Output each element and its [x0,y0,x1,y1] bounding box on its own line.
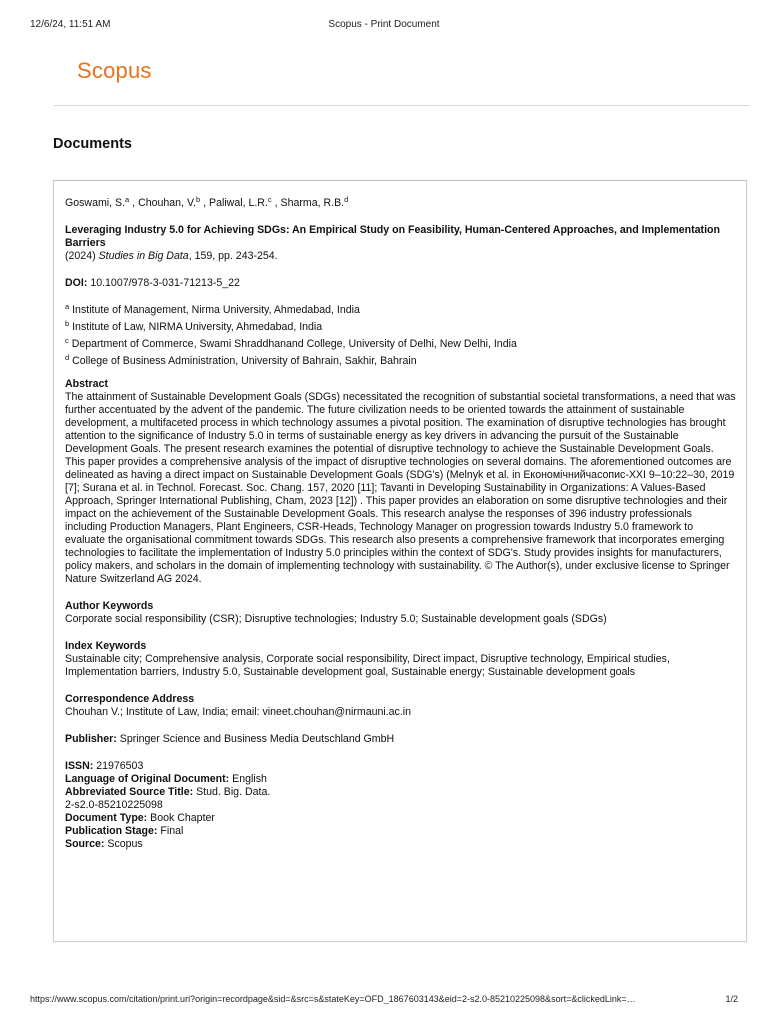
source-db-label: Source: [65,838,105,850]
print-footer [30,994,738,1008]
publisher-row [65,733,736,746]
metadata-fields [65,760,736,851]
source-details: , 159, pp. 243-254. [188,250,278,262]
author-affil-mark: b [196,195,201,204]
affiliation-list [65,304,736,368]
abbrev-source-value: Stud. Big. Data. [193,786,271,798]
abstract-text: The attainment of Sustainable Development Goals (SDGs) necessitated the recognition of substantial societal transformations, a need that was further accentuated by the advent of the pandemic. The future civilization needs to be oriented towards the attainment of sustainable development, a multifaceted process in which technology assumes a pivotal position. The examination of disruptive technologies has brought attention to the significance of Industry 5.0 in terms of sustainable energy as key drivers in advancing the pursuit of the Sustainable Development Goals. The present research examines the potential of disruptive technology to achieve the Sustainable Development Goals. This paper provides a comprehensive analysis of the impact of disruptive technologies on several domains. The aforementioned outcomes are delineated as having a direct impact on Sustainable Development Goals (SDG's) (Melnyk et al. in Економічнийчасопис-XXI 9–10:22–30, 2019 [7]; Surana et al. in Technol. Forecast. Soc. Chang. 157, 2020 [11]; Tavanti in Developing Sustainability in Organizations: A Values-Based Approach, Springer International Publishing, Cham, 2023 [12]) . This paper provides an elaboration on some disruptive technologies and their impact on the achievement of the Sustainable Development Goals. This research analyse the responses of 396 industry professionals including Production Managers, Plant Engineers, CSR-Heads, Technology Manager on progression towards Industry 5.0 framework to evaluate the organisational commitment towards SDGs. This research also presents a comprehensive framework that incorporates emerging technologies to facilitate the implementation of Industry 5.0 principles within the context of SDG's. Study provides insights for manufacturers, policy makers, and scholars in the domain of implementing technology with sustainability. © The Author(s), under exclusive license to Springer Nature Switzerland AG 2024. [65,391,736,585]
correspondence-heading: Correspondence Address [65,693,195,705]
author-keywords-text: Corporate social responsibility (CSR); Disruptive technologies; Industry 5.0; Sustainable development goals (SDGs) [65,613,607,625]
affiliation-item [65,321,736,334]
affil-mark: d [65,353,70,362]
author-affil-mark: a [125,195,130,204]
author-affil-mark: d [344,195,349,204]
publisher-value: Springer Science and Business Media Deutschland GmbH [116,733,395,745]
language-label: Language of Original Document: [65,773,230,785]
print-header [30,19,738,33]
author-separator: , [129,197,139,209]
doc-type-value: Book Chapter [147,812,215,824]
affil-text: Institute of Management, Nirma University, Ahmedabad, India [69,304,360,316]
document-record [53,180,747,942]
source-citation [65,250,736,263]
author-affil-mark: c [267,195,272,204]
abbrev-source-row [65,786,736,799]
pub-stage-value: Final [157,825,184,837]
author-name[interactable]: Paliwal, L.R. [209,197,268,209]
pub-stage-row [65,825,736,838]
abstract-heading: Abstract [65,378,108,390]
affil-mark: c [65,336,69,345]
source-db-value: Scopus [104,838,143,850]
author-name[interactable]: Goswami, S. [65,197,126,209]
doi-label: DOI: [65,277,88,289]
author-separator: , [200,197,210,209]
source-journal[interactable]: Studies in Big Data [98,250,189,262]
doi-row [65,277,736,290]
language-value: English [229,773,267,785]
affil-mark: b [65,319,70,328]
header-divider [54,105,750,106]
source-year: (2024) [65,250,96,262]
affil-mark: a [65,302,70,311]
affil-text: College of Business Administration, University of Bahrain, Sakhir, Bahrain [69,355,417,367]
pub-stage-label: Publication Stage: [65,825,158,837]
issn-value: 21976503 [93,760,144,772]
print-url: https://www.scopus.com/citation/print.uri?origin=recordpage&sid=&src=s&stateKey=OFD_1867603143&eid=2-s2.0-85210225098&sort=&clickedLink=… [30,994,636,1004]
eid-row: 2-s2.0-85210225098 [65,799,163,811]
affiliation-item [65,355,736,368]
author-keywords-section [65,600,736,626]
index-keywords-section [65,640,736,679]
affiliation-item [65,338,736,351]
scopus-logo[interactable]: Scopus [77,58,152,83]
index-keywords-heading: Index Keywords [65,640,147,652]
author-list [65,197,736,210]
doc-type-row [65,812,736,825]
print-title: Scopus - Print Document [328,19,440,30]
doc-type-label: Document Type: [65,812,148,824]
affil-text: Institute of Law, NIRMA University, Ahmedabad, India [69,321,323,333]
abbrev-source-label: Abbreviated Source Title: [65,786,194,798]
index-keywords-text: Sustainable city; Comprehensive analysis, Corporate social responsibility, Direct impact, Disruptive technology, Empirical studies, Implementation barriers, Industry 5.0, Sustainable development goal, Sustainable energy; Sustainable development goals [65,653,670,678]
page-title: Documents [53,136,132,152]
print-datetime: 12/6/24, 11:51 AM [30,19,111,30]
doi-value[interactable]: 10.1007/978-3-031-71213-5_22 [87,277,240,289]
correspondence-section [65,693,736,719]
affil-text: Department of Commerce, Swami Shraddhanand College, University of Delhi, New Delhi, India [68,338,517,350]
document-title: Leveraging Industry 5.0 for Achieving SDGs: An Empirical Study on Feasibility, Human-Centered Approaches, and Implementation Barriers [65,224,720,249]
author-separator: , [271,197,281,209]
correspondence-text: Chouhan V.; Institute of Law, India; email: vineet.chouhan@nirmauni.ac.in [65,706,412,718]
publisher-label: Publisher: [65,733,117,745]
affiliation-item [65,304,736,317]
source-db-row [65,838,736,851]
author-name[interactable]: Chouhan, V. [138,197,196,209]
page-number: 1/2 [725,994,738,1004]
author-keywords-heading: Author Keywords [65,600,154,612]
abstract-section [65,378,736,586]
author-name[interactable]: Sharma, R.B. [280,197,345,209]
language-row [65,773,736,786]
issn-row [65,760,736,773]
issn-label: ISSN: [65,760,94,772]
